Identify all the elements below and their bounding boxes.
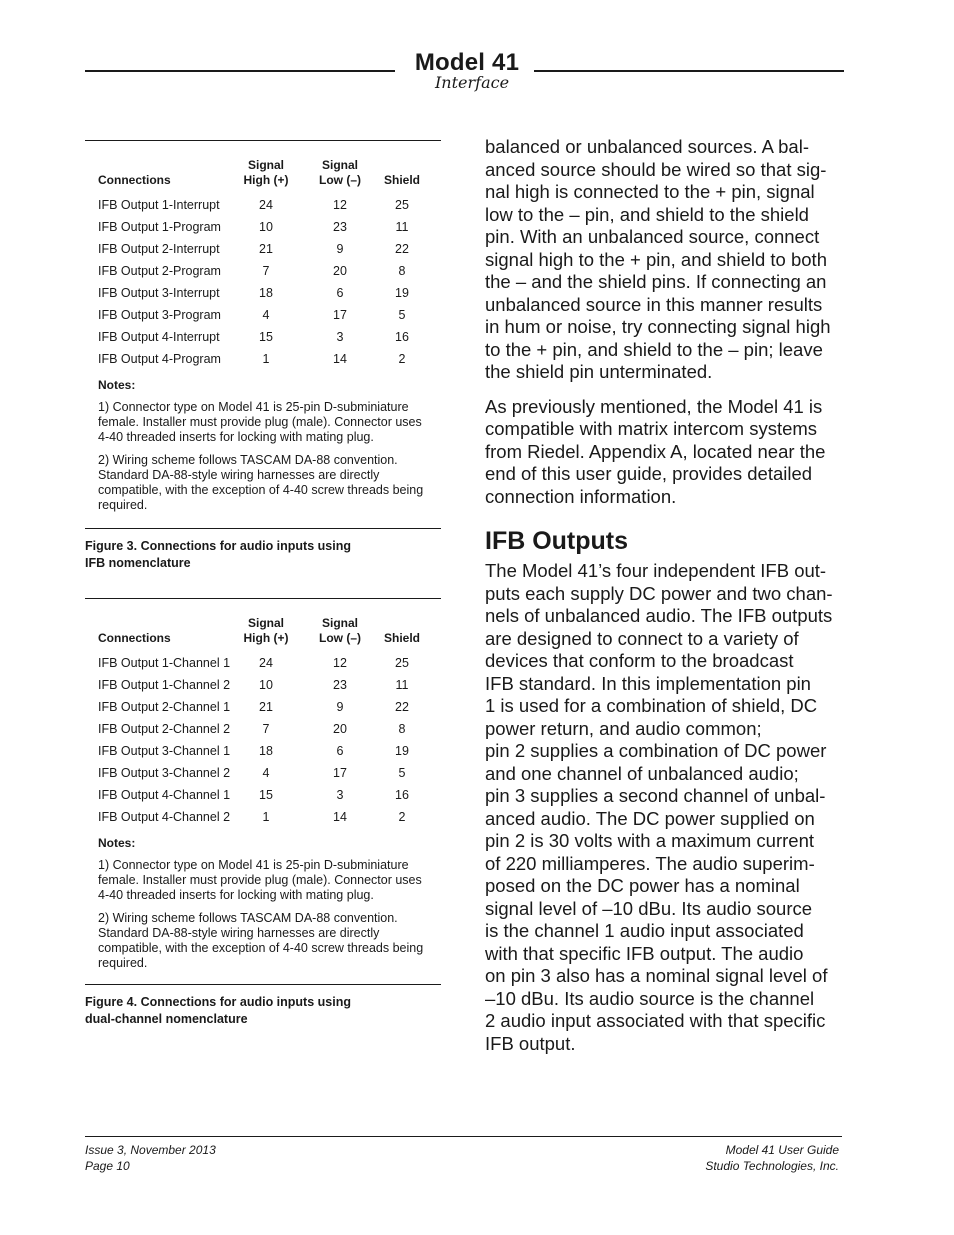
footer-guide: Model 41 User Guide [725, 1143, 839, 1157]
table-bottom-rule [85, 528, 441, 529]
table-row: IFB Output 1-Channel 2 10 23 11 [98, 678, 409, 692]
footer-issue: Issue 3, November 2013 [85, 1143, 216, 1157]
header-shield: Shield [383, 173, 420, 187]
table-row: IFB Output 4-Channel 2 1 14 2 [98, 810, 406, 824]
table-header [98, 154, 433, 188]
table-row: IFB Output 3-Channel 2 4 17 5 [98, 766, 406, 780]
table-top-rule [85, 140, 441, 141]
header-signal-low: Signal Low (–) [319, 616, 361, 645]
notes-title: Notes: [98, 378, 136, 392]
logo-model: Model 41 [414, 49, 520, 76]
table-row: IFB Output 3-Program 4 17 5 [98, 308, 406, 322]
header-connections: Connections [98, 173, 171, 187]
header-rule-right [534, 70, 844, 72]
table-row: IFB Output 2-Interrupt 21 9 22 [98, 242, 409, 256]
connections-table [98, 612, 433, 971]
header-connections: Connections [98, 631, 171, 645]
footer-left [85, 1142, 216, 1174]
header-signal-high: Signal High (+) [243, 158, 289, 187]
body-text [485, 136, 845, 1055]
connections-table [98, 154, 433, 513]
table-row: IFB Output 2-Channel 2 7 20 8 [98, 722, 406, 736]
table-row: IFB Output 4-Interrupt 15 3 16 [98, 330, 409, 344]
header-shield: Shield [383, 631, 420, 645]
logo-subtitle: Interface [434, 73, 510, 92]
note: 2) Wiring scheme follows TASCAM DA-88 convention. Standard DA-88-style wiring harnesses are directly compatible, with the exception of 4-40 screw threads being required. [98, 453, 424, 512]
header-rule-left [85, 70, 395, 72]
note: 2) Wiring scheme follows TASCAM DA-88 convention. Standard DA-88-style wiring harnesses are directly compatible, with the exception of 4-40 screw threads being required. [98, 911, 424, 970]
table-top-rule [85, 598, 441, 599]
table-row: IFB Output 3-Channel 1 18 6 19 [98, 744, 409, 758]
table-row: IFB Output 2-Program 7 20 8 [98, 264, 406, 278]
table-row: IFB Output 2-Channel 1 21 9 22 [98, 700, 409, 714]
footer-page: Page 10 [85, 1159, 130, 1173]
product-logo [400, 50, 534, 90]
table-row: IFB Output 1-Interrupt 24 12 25 [98, 198, 409, 212]
table-row: IFB Output 4-Program 1 14 2 [98, 352, 406, 366]
table-row: IFB Output 3-Interrupt 18 6 19 [98, 286, 409, 300]
table-row: IFB Output 1-Channel 1 24 12 25 [98, 656, 409, 670]
paragraph: The Model 41’s four independent IFB out- puts each supply DC power and two chan- nels of unbalanced audio. The IFB outputs are designed to connect to a variety of devices that conform to the broadcast IFB standard. In this implementation pin 1 is used for a combination of shield, DC power return, and audio common; pin 2 supplies a combination of DC power and one channel of unbalanced audio; pin 3 supplies a second channel of unbal- anced audio. The DC power supplied on pin 2 is 30 volts with a maximum current of 220 milliamperes. The audio superim- posed on the DC power has a nominal signal level of –10 dBu. Its audio source is the channel 1 audio input associated with that specific IFB output. The audio on pin 3 also has a nominal signal level of –10 dBu. Its audio source is the channel 2 audio input associated with that specific IFB output. [485, 560, 833, 1054]
figure-caption: Figure 3. Connections for audio inputs using IFB nomenclature [85, 539, 351, 570]
header-signal-high: Signal High (+) [243, 616, 289, 645]
table-row: IFB Output 1-Program 10 23 11 [98, 220, 409, 234]
figure-caption: Figure 4. Connections for audio inputs using dual-channel nomenclature [85, 995, 351, 1026]
paragraph: As previously mentioned, the Model 41 is compatible with matrix intercom systems from Riedel. Appendix A, located near the end of this user guide, provides detailed connection information. [485, 395, 826, 507]
header-signal-low: Signal Low (–) [319, 158, 361, 187]
footer-right [705, 1142, 839, 1174]
footer-rule [85, 1136, 842, 1137]
footer-company: Studio Technologies, Inc. [705, 1159, 839, 1173]
table-header [98, 612, 433, 646]
section-heading: IFB Outputs [485, 527, 629, 555]
note: 1) Connector type on Model 41 is 25-pin D-subminiature female. Installer must provide plug (male). Connector uses 4-40 threaded inserts for locking with mating plug. [98, 858, 422, 902]
paragraph: balanced or unbalanced sources. A bal- anced source should be wired so that sig- nal high is connected to the + pin, signal low to the – pin, and shield to the shield pin. With an unbalanced source, connect signal high to the + pin, and shield to both the – and the shield pins. If connecting an unbalanced source in this manner results in hum or noise, try connecting signal high to the + pin, and shield to the – pin; leave the shield pin unterminated. [485, 136, 831, 382]
notes-title: Notes: [98, 836, 136, 850]
note: 1) Connector type on Model 41 is 25-pin D-subminiature female. Installer must provide plug (male). Connector uses 4-40 threaded inserts for locking with mating plug. [98, 400, 422, 444]
table-row: IFB Output 4-Channel 1 15 3 16 [98, 788, 409, 802]
table-bottom-rule [85, 984, 441, 985]
